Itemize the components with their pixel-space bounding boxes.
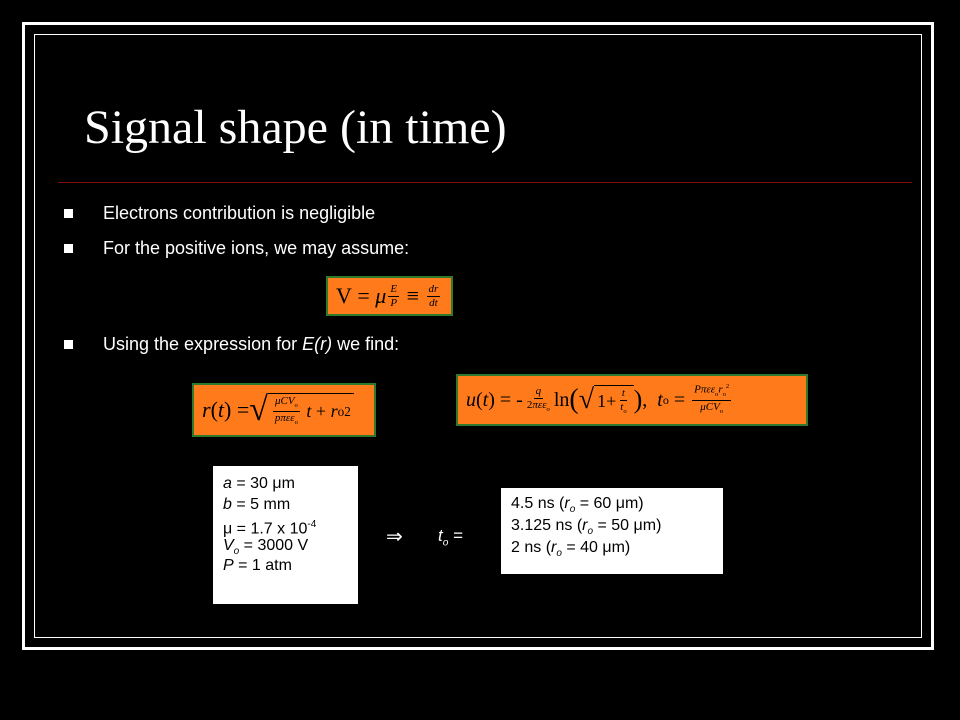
bullet-square-icon (64, 340, 73, 349)
param-vo: $V_o = 3000$ V (223, 536, 309, 557)
bullet-text: Electrons contribution is negligible (103, 203, 376, 223)
result-40um: 2 ns ($r_o = 40$ μm) (511, 539, 631, 560)
result-60um: 4.5 ns ($r_o = 60$ μm) (511, 495, 644, 516)
implies-arrow-icon: ⇒ (386, 524, 403, 548)
title-divider (58, 182, 912, 183)
signal-equation: u ( t ) = - $\frac{q}{2\pi\varepsilon\varepsilon_o}$ ln (√ 1+ $\frac{t}{t_o}$ ) , t o = $\frac{P\pi\varepsilon\varepsilon_or_o^2}{\mu CV_o}$ (456, 374, 808, 426)
parameters-box (212, 465, 359, 605)
bullet-square-icon (64, 244, 73, 253)
bullet-text: For the positive ions, we may assume: (103, 238, 410, 258)
radius-equation: r ( t ) = √ $\frac{\mu CV_o}{p\pi\varepsilon\varepsilon_o}$ t + r o 2 (192, 383, 376, 437)
bullet-text: Using the expression for E(r) we find: (103, 334, 400, 354)
velocity-equation: V = μ $\frac{E}{P}$ ≡ $\frac{dr}{dt}$ (326, 276, 453, 316)
param-p: P = 1 atm (223, 557, 292, 574)
slide-title: Signal shape (in time) (84, 101, 507, 154)
results-box (500, 487, 724, 575)
to-label: $t_o$ = (438, 526, 464, 549)
param-mu: μ = 1.7 x $10^{-4}$ (223, 519, 317, 538)
bullet-square-icon (64, 209, 73, 218)
result-50um: 3.125 ns ($r_o = 50$ μm) (511, 517, 662, 538)
param-a: a = 30 μm (223, 475, 295, 492)
param-b: b = 5 mm (223, 495, 291, 513)
